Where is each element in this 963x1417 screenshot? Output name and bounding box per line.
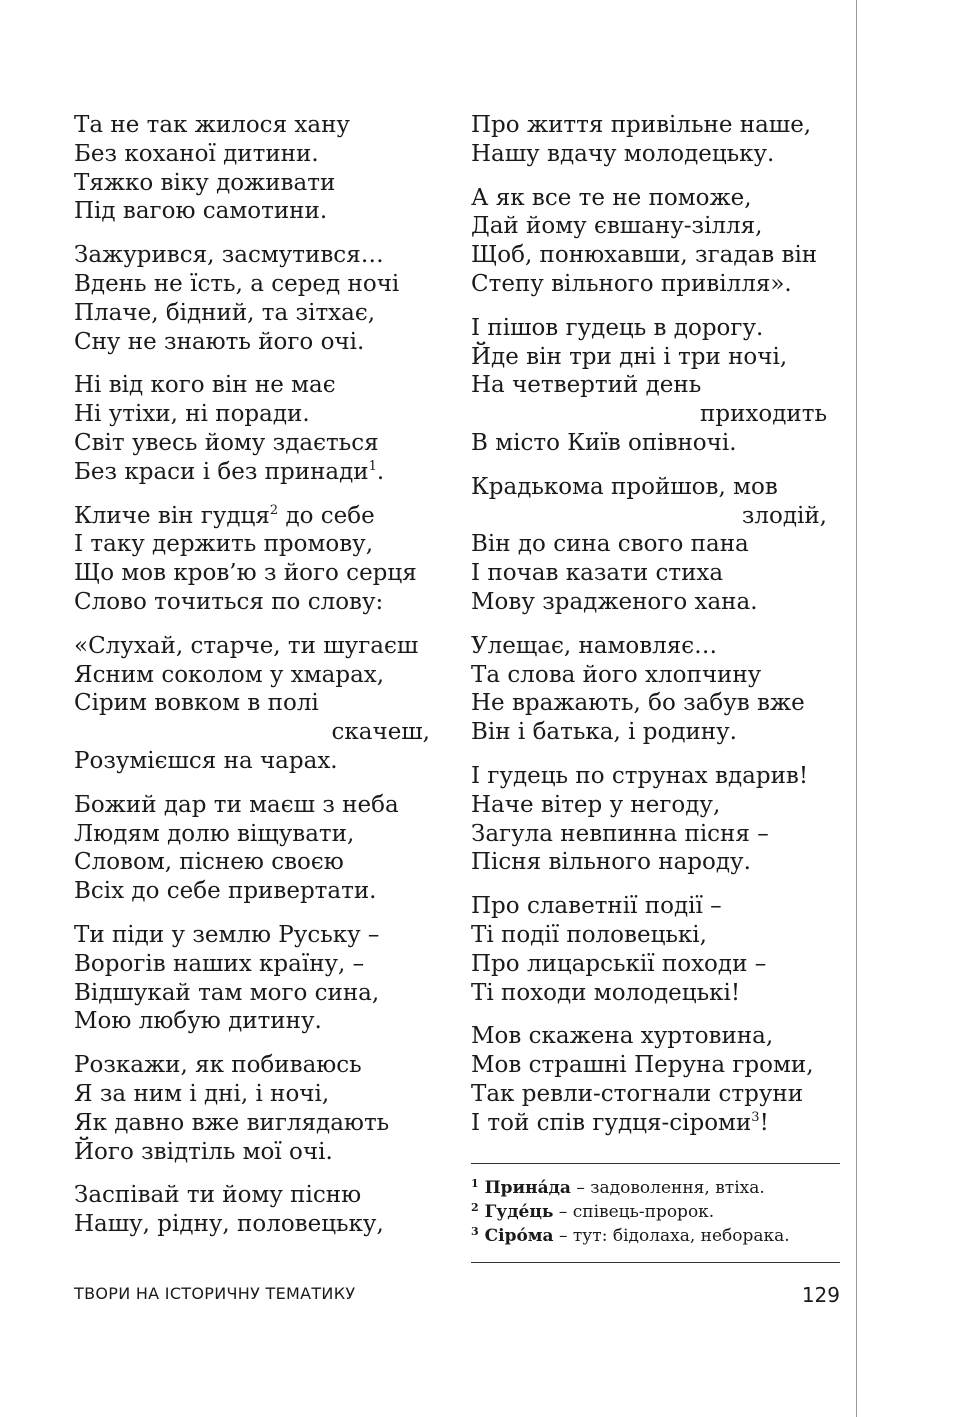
stanza <box>74 632 444 776</box>
stanza <box>74 371 444 486</box>
verse-line: А як все те не поможе, <box>471 184 752 211</box>
verse-line: І той спів гудця-сіроми$^3$! <box>471 1109 769 1136</box>
verse-line: Щоб, понюхавши, згадав він <box>471 242 818 269</box>
footnote <box>471 1176 841 1200</box>
verse-line: приходить <box>700 401 827 428</box>
verse-line: І гудець по струнах вдарив! <box>471 762 809 789</box>
stanza <box>471 632 841 747</box>
footnote-term: Сіро́ма <box>478 1226 554 1246</box>
verse-line: Слово точиться по слову: <box>74 588 384 615</box>
verse-line: Сну не знають його очі. <box>74 328 365 355</box>
verse-line: Крадькома пройшов, мов <box>471 473 778 500</box>
verse-line: Йде він три дні і три ночі, <box>471 343 788 370</box>
verse-line: Ясним соколом у хмарах, <box>74 661 385 688</box>
running-title: ТВОРИ НА ІСТОРИЧНУ ТЕМАТИКУ <box>74 1284 356 1303</box>
stanza <box>471 1022 841 1137</box>
verse-line: Під вагою самотини. <box>74 198 328 225</box>
verse-line: Мову зрадженого хана. <box>471 588 758 615</box>
footnote-number: 1 <box>471 1177 479 1190</box>
verse-line: «Слухай, старче, ти шугаєш <box>74 632 419 659</box>
footnote-text: – тут: бідолаха, неборака. <box>553 1226 790 1246</box>
verse-line: Про лицарськії походи – <box>471 950 767 977</box>
verse-line: Ті події половецькі, <box>471 921 707 948</box>
verse-line: Без коханої дитини. <box>74 140 319 167</box>
verse-line: Вдень не їсть, а серед ночі <box>74 270 400 297</box>
verse-line: Що мов кров’ю з його серця <box>74 560 417 587</box>
stanza <box>74 921 444 1036</box>
verse-line: Тяжко віку доживати <box>74 169 336 196</box>
verse-line: Розумієшся на чарах. <box>74 747 338 774</box>
footnote <box>471 1200 841 1224</box>
verse-line: Та не так жилося хану <box>74 112 350 138</box>
stanza <box>471 111 841 169</box>
verse-line: Як давно вже виглядають <box>74 1109 390 1136</box>
verse-line: Словом, піснею своєю <box>74 849 344 876</box>
verse-line: Зажурився, засмутився… <box>74 242 384 269</box>
stanza <box>74 791 444 906</box>
poem-column-left <box>74 111 444 1254</box>
footnote-marker: 1 <box>368 458 377 474</box>
verse-line: Світ увесь йому здається <box>74 429 379 456</box>
verse-line: Про життя привільне наше, <box>471 112 812 138</box>
verse-line: Про славетнії події – <box>471 893 722 920</box>
verse-line: Ні утіхи, ні поради. <box>74 401 310 428</box>
verse-line: І пішов гудець в дорогу. <box>471 314 764 341</box>
footnote-term: Гуде́ць <box>478 1202 554 1222</box>
verse-line: Ти піди у землю Руську – <box>74 921 380 948</box>
verse-line: Всіх до себе привертати. <box>74 878 377 905</box>
footnote-marker: 3 <box>751 1109 760 1125</box>
verse-line: скачеш, <box>331 719 430 746</box>
verse-line: Він до сина свого пана <box>471 531 749 558</box>
stanza <box>471 314 841 458</box>
stanza <box>74 502 444 617</box>
stanza <box>471 892 841 1007</box>
verse-line: Він і батька, і родину. <box>471 719 737 746</box>
footnote-number: 2 <box>471 1201 479 1214</box>
stanza <box>74 111 444 226</box>
stanza <box>74 241 444 356</box>
verse-line: Ворогів наших країну, – <box>74 950 365 977</box>
verse-line: І таку держить промову, <box>74 531 374 558</box>
footnote-text: – задоволення, втіха. <box>570 1178 765 1198</box>
verse-line: Наче вітер у негоду, <box>471 791 721 818</box>
verse-line: Улещає, намовляє… <box>471 632 718 659</box>
verse-line: Мов скажена хуртовина, <box>471 1023 774 1050</box>
verse-line: Плаче, бідний, та зітхає, <box>74 299 376 326</box>
page-edge-line <box>856 0 857 1417</box>
verse-line: Людям долю віщувати, <box>74 820 355 847</box>
footnotes <box>471 1176 841 1248</box>
verse-line: Без краси і без принади$^1$. <box>74 458 385 485</box>
verse-line: Нашу вдачу молодецьку. <box>471 140 775 167</box>
footnote-rule-top <box>471 1163 840 1164</box>
verse-line: Ні від кого він не має <box>74 372 336 399</box>
verse-line: Нашу, рідну, половецьку, <box>74 1211 384 1238</box>
verse-line: Дай йому євшану-зілля, <box>471 213 763 240</box>
verse-line: Його звідтіль мої очі. <box>74 1138 333 1165</box>
footnote-rule-bottom <box>471 1262 840 1263</box>
footnote-number: 3 <box>471 1225 479 1238</box>
verse-line: В місто Київ опівночі. <box>471 429 737 456</box>
stanza <box>471 184 841 299</box>
verse-line: Відшукай там мого сина, <box>74 979 380 1006</box>
verse-line: злодій, <box>741 502 827 529</box>
verse-line: Кличе він гудця$^2$ до себе <box>74 502 375 529</box>
verse-line: Ті походи молодецькі! <box>471 979 741 1006</box>
verse-line: Мою любую дитину. <box>74 1008 322 1035</box>
verse-line: Божий дар ти маєш з неба <box>74 791 399 818</box>
verse-line: Та слова його хлопчину <box>471 661 762 688</box>
verse-line: Пісня вільного народу. <box>471 849 751 876</box>
footnote-term: Прина́да <box>478 1178 571 1198</box>
footnote-marker: 2 <box>269 502 279 518</box>
verse-line: На четвертий день <box>471 372 702 399</box>
verse-line: Заспівай ти йому пісню <box>74 1182 362 1209</box>
footnote <box>471 1224 841 1248</box>
verse-line: Сірим вовком в полі <box>74 690 319 717</box>
stanza <box>471 762 841 877</box>
verse-line: Розкажи, як побиваюсь <box>74 1052 362 1079</box>
verse-line: Загула невпинна пісня – <box>471 820 769 847</box>
stanza <box>471 473 841 617</box>
verse-line: Степу вільного привілля». <box>471 270 792 297</box>
verse-line: Не вражають, бо забув вже <box>471 690 805 717</box>
verse-line: Так ревли-стогнали струни <box>471 1080 804 1107</box>
poem-column-right <box>471 111 841 1153</box>
stanza <box>74 1051 444 1166</box>
page-number: 129 <box>801 1283 840 1307</box>
verse-line: Я за ним і дні, і ночі, <box>74 1080 330 1107</box>
stanza <box>74 1181 444 1239</box>
verse-line: І почав казати стиха <box>471 560 724 587</box>
footnote-text: – співець-пророк. <box>553 1202 715 1222</box>
verse-line: Мов страшні Перуна громи, <box>471 1052 814 1079</box>
